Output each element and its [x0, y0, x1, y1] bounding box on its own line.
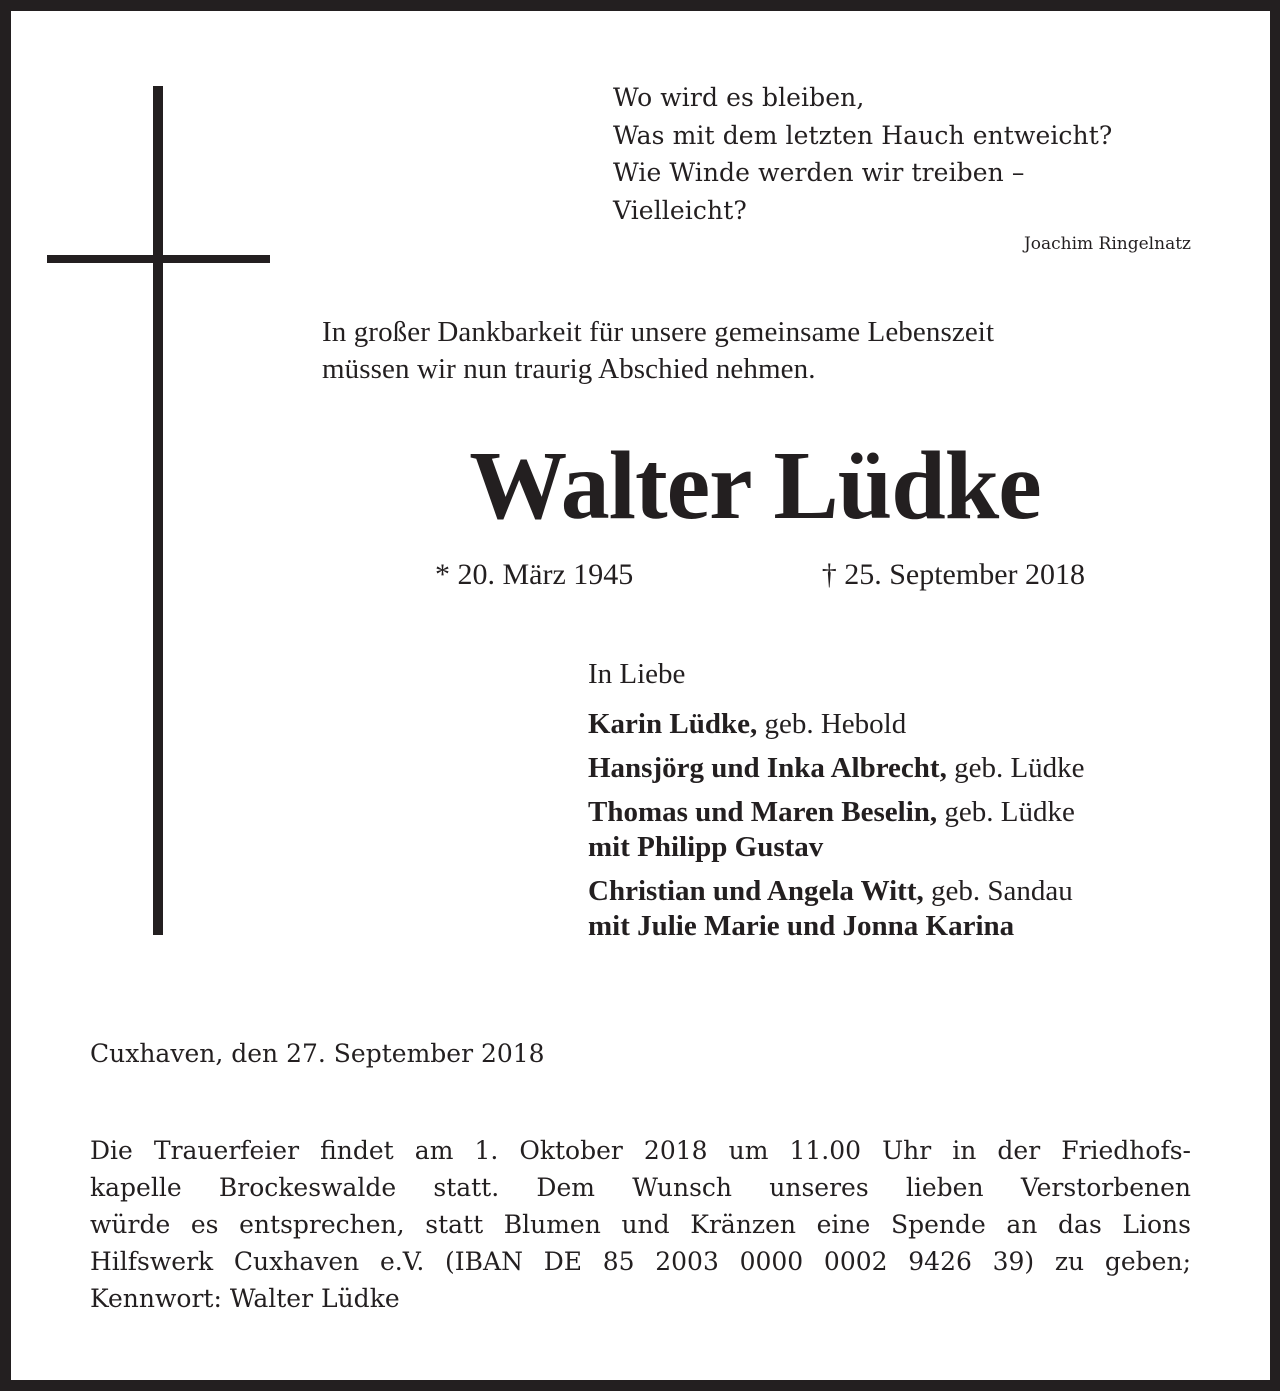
- mourner-entry: [588, 795, 1208, 865]
- notice-line: würde es entsprechen, statt Blumen und Kränzen eine Spende an das Lions: [90, 1210, 1191, 1239]
- mourner-children: mit Julie Marie und Jonna Karina: [588, 910, 1015, 942]
- deceased-name: Walter Lüdke: [469, 432, 1041, 540]
- mourner-maiden-name: geb. Sandau: [923, 875, 1073, 907]
- poem-author: Joachim Ringelnatz: [1023, 234, 1191, 254]
- notice-line: Die Trauerfeier findet am 1. Oktober 2018 um 11.00 Uhr in der Friedhofs-: [90, 1136, 1191, 1165]
- mourner-maiden-name: geb. Hebold: [757, 708, 907, 740]
- mourner-entry: [588, 707, 1208, 742]
- birth-date: * 20. März 1945: [435, 558, 634, 591]
- mourner-name: Karin Lüdke,: [588, 708, 758, 740]
- intro-line: In großer Dankbarkeit für unsere gemeinsame Lebenszeit: [322, 316, 995, 348]
- cross-icon-horizontal-bar: [47, 255, 270, 263]
- poem-quote: [613, 79, 1191, 256]
- poem-line: Vielleicht?: [613, 195, 747, 225]
- intro-line: müssen wir nun traurig Abschied nehmen.: [322, 353, 816, 385]
- mourner-entry: [588, 874, 1208, 944]
- mourners-greeting: In Liebe: [588, 658, 686, 690]
- mourners-list: [588, 656, 1208, 953]
- death-date: † 25. September 2018: [821, 558, 1085, 591]
- mourner-maiden-name: geb. Lüdke: [946, 752, 1085, 784]
- obituary-notice: [11, 11, 1270, 1380]
- mourner-maiden-name: geb. Lüdke: [937, 796, 1075, 828]
- mourner-entry: [588, 751, 1208, 786]
- place-and-date: Cuxhaven, den 27. September 2018: [90, 1039, 545, 1068]
- funeral-notice: [90, 1132, 1191, 1317]
- notice-line: Kennwort: Walter Lüdke: [90, 1284, 400, 1313]
- poem-line: Was mit dem letzten Hauch entweicht?: [613, 120, 1113, 150]
- cross-icon-vertical-bar: [153, 86, 163, 935]
- intro-text: [322, 314, 1192, 388]
- mourner-name: Hansjörg und Inka Albrecht,: [588, 752, 947, 784]
- notice-line: kapelle Brockeswalde statt. Dem Wunsch unseres lieben Verstorbenen: [90, 1173, 1191, 1202]
- mourner-name: Christian und Angela Witt,: [588, 875, 924, 907]
- mourner-name: Thomas und Maren Beselin,: [588, 796, 938, 828]
- poem-line: Wo wird es bleiben,: [613, 83, 865, 112]
- notice-line: Hilfswerk Cuxhaven e.V. (IBAN DE 85 2003 0000 0002 9426 39) zu geben;: [90, 1247, 1191, 1276]
- poem-line: Wie Winde werden wir treiben –: [613, 158, 1025, 187]
- mourner-children: mit Philipp Gustav: [588, 831, 824, 863]
